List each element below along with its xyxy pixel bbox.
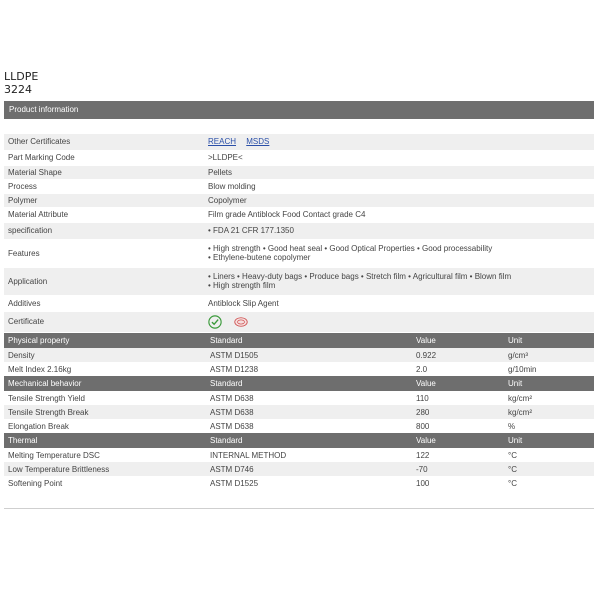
info-key: specification — [4, 222, 204, 239]
property-standard: INTERNAL METHOD — [210, 450, 287, 460]
info-value: >LLDPE< — [204, 150, 594, 165]
property-standard: ASTM D638 — [210, 421, 254, 431]
info-key: Material Shape — [4, 165, 204, 179]
property-standard: ASTM D638 — [210, 393, 254, 403]
property-standard: ASTM D746 — [206, 462, 412, 476]
group-header-physical — [4, 333, 594, 348]
property-value: 122 — [416, 450, 430, 460]
info-row — [4, 165, 594, 179]
product-title — [4, 70, 38, 96]
info-row — [4, 295, 594, 311]
product-info-header: Product information — [4, 101, 594, 119]
property-row — [4, 391, 594, 405]
info-key: Other Certificates — [4, 134, 204, 150]
info-row — [4, 179, 594, 193]
product-info-table — [4, 134, 594, 333]
property-unit: g/10min — [508, 364, 537, 374]
property-value: -70 — [412, 462, 504, 476]
property-row — [4, 419, 594, 433]
info-key: Process — [4, 179, 204, 193]
property-unit: % — [508, 421, 516, 431]
properties-table — [4, 333, 594, 490]
msds-link[interactable]: MSDS — [246, 137, 270, 147]
property-unit: °C — [508, 450, 517, 460]
group-header-thermal — [4, 433, 594, 448]
property-value: 2.0 — [416, 364, 428, 374]
info-value — [204, 239, 594, 267]
info-value — [204, 311, 594, 332]
property-value: 0.922 — [412, 348, 504, 362]
property-name: Melt Index 2.16kg — [8, 364, 72, 374]
property-standard: ASTM D1525 — [210, 478, 259, 488]
property-unit: kg/cm² — [508, 393, 532, 403]
property-row — [4, 448, 594, 462]
property-name: Tensile Strength Break — [4, 405, 206, 419]
features-line-2: • Ethylene-butene copolymer — [208, 253, 311, 262]
property-value: 800 — [416, 421, 430, 431]
info-key: Material Attribute — [4, 207, 204, 222]
info-value: Blow molding — [204, 179, 594, 193]
col-unit: Unit — [504, 376, 594, 391]
info-value: Film grade Antiblock Food Contact grade C4 — [204, 207, 594, 222]
property-unit: g/cm³ — [504, 348, 594, 362]
property-unit: °C — [508, 478, 517, 488]
property-row — [4, 476, 594, 490]
info-key: Additives — [4, 295, 204, 311]
col-unit: Unit — [504, 433, 594, 448]
info-value: Antiblock Slip Agent — [204, 295, 594, 311]
product-name: LLDPE — [4, 70, 39, 83]
property-standard: ASTM D638 — [206, 405, 412, 419]
property-unit: kg/cm² — [504, 405, 594, 419]
property-unit: °C — [504, 462, 594, 476]
col-value: Value — [412, 433, 504, 448]
col-standard: Standard — [206, 376, 412, 391]
info-row — [4, 222, 594, 239]
info-row — [4, 150, 594, 165]
info-value: • FDA 21 CFR 177.1350 — [204, 222, 594, 239]
property-row — [4, 462, 594, 476]
info-value — [204, 267, 594, 295]
reach-link[interactable]: REACH — [208, 137, 237, 147]
property-row — [4, 362, 594, 376]
property-name: Melting Temperature DSC — [8, 450, 100, 460]
property-name: Softening Point — [8, 478, 63, 488]
info-value: Pellets — [204, 165, 594, 179]
col-value: Value — [412, 333, 504, 348]
info-row-application — [4, 267, 594, 295]
info-key: Part Marking Code — [4, 150, 204, 165]
info-value: Copolymer — [204, 193, 594, 207]
group-title: Mechanical behavior — [4, 376, 206, 391]
group-header-mechanical — [4, 376, 594, 391]
property-row — [4, 348, 594, 362]
bottom-divider — [4, 508, 594, 509]
info-row — [4, 207, 594, 222]
group-title: Thermal — [4, 433, 206, 448]
property-row — [4, 405, 594, 419]
property-value: 100 — [416, 478, 430, 488]
col-value: Value — [412, 376, 504, 391]
info-row — [4, 193, 594, 207]
info-key: Polymer — [4, 193, 204, 207]
info-row-features — [4, 239, 594, 267]
features-line-1: • High strength • Good heat seal • Good Optical Properties • Good processability — [208, 244, 493, 253]
property-standard: ASTM D1505 — [206, 348, 412, 362]
info-value — [204, 134, 594, 150]
property-name: Elongation Break — [8, 421, 69, 431]
property-value: 110 — [416, 393, 429, 403]
property-standard: ASTM D1238 — [210, 364, 259, 374]
info-row-certificate — [4, 311, 594, 332]
fda-check-icon — [208, 315, 222, 329]
info-key: Certificate — [4, 311, 204, 332]
col-standard: Standard — [206, 333, 412, 348]
application-line-1: • Liners • Heavy-duty bags • Produce bags • Stretch film • Agricultural film • Blown film — [208, 272, 512, 281]
col-unit: Unit — [504, 333, 594, 348]
property-name: Tensile Strength Yield — [8, 393, 85, 403]
info-key: Features — [4, 239, 204, 267]
col-standard: Standard — [206, 433, 412, 448]
property-name: Density — [4, 348, 206, 362]
property-value: 280 — [412, 405, 504, 419]
halal-badge-icon — [234, 315, 248, 329]
group-title: Physical property — [4, 333, 206, 348]
info-row-certificates — [4, 134, 594, 150]
product-grade: 3224 — [4, 83, 32, 96]
property-name: Low Temperature Brittleness — [4, 462, 206, 476]
info-key: Application — [4, 267, 204, 295]
application-line-2: • High strength film — [208, 281, 276, 290]
